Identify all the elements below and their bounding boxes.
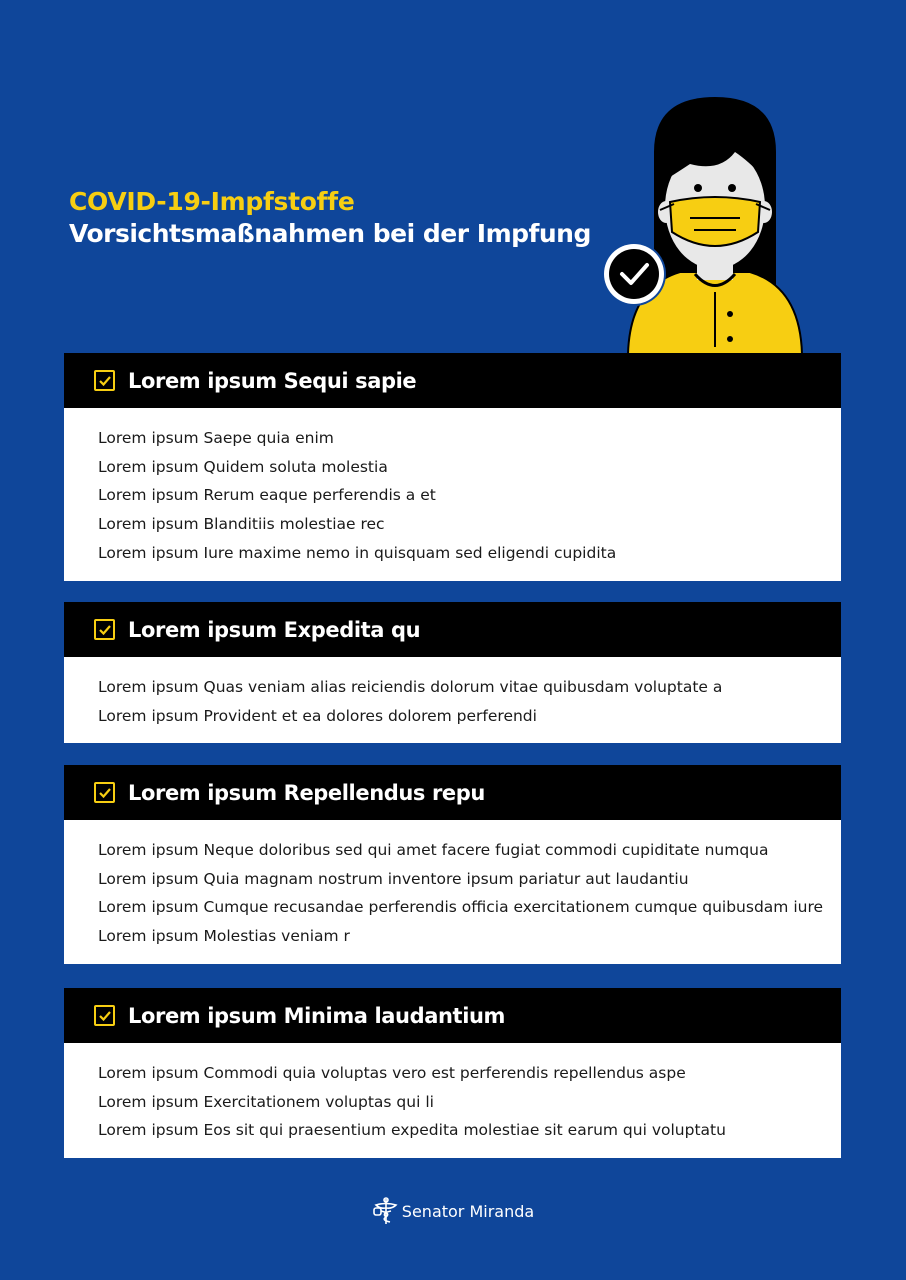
list-item: Lorem ipsum Quidem soluta molestia	[98, 457, 388, 476]
checkbox-checked-icon	[94, 782, 115, 803]
section-body	[64, 820, 841, 964]
caduceus-logo-icon	[372, 1196, 400, 1226]
section-title: Lorem ipsum Sequi sapie	[128, 368, 417, 393]
list-item: Lorem ipsum Saepe quia enim	[98, 429, 334, 447]
precaution-section-2	[64, 602, 841, 743]
masked-woman-illustration	[590, 92, 840, 354]
precaution-section-4	[64, 988, 841, 1158]
list-item: Lorem ipsum Neque doloribus sed qui amet facere fugiat commodi cupiditate numqua	[98, 841, 769, 859]
list-item: Lorem ipsum Exercitationem voluptas qui li	[98, 1092, 434, 1111]
section-header	[64, 602, 841, 657]
section-title: Lorem ipsum Repellendus repu	[128, 780, 485, 805]
section-title: Lorem ipsum Minima laudantium	[128, 1003, 506, 1028]
list-item: Lorem ipsum Quia magnam nostrum inventore ipsum pariatur aut laudantiu	[98, 869, 689, 888]
brand-name: Senator Miranda	[401, 1201, 535, 1221]
page-subtitle: Vorsichtsmaßnahmen bei der Impfung	[69, 219, 591, 248]
footer-brand	[0, 1196, 906, 1226]
checkbox-checked-icon	[94, 619, 115, 640]
list-item: Lorem ipsum Commodi quia voluptas vero est perferendis repellendus aspe	[98, 1064, 686, 1082]
list-item: Lorem ipsum Blanditiis molestiae rec	[98, 515, 385, 534]
list-item: Lorem ipsum Molestias veniam r	[98, 927, 350, 946]
section-header	[64, 988, 841, 1043]
page-header	[69, 186, 591, 250]
section-body	[64, 1043, 841, 1158]
page-title: COVID-19-Impfstoffe	[69, 187, 355, 216]
section-header	[64, 765, 841, 820]
checkbox-checked-icon	[94, 1005, 115, 1026]
section-body	[64, 408, 841, 581]
section-header	[64, 353, 841, 408]
list-item: Lorem ipsum Quas veniam alias reiciendis dolorum vitae quibusdam voluptate a	[98, 678, 723, 696]
precaution-section-3	[64, 765, 841, 964]
precaution-section-1	[64, 353, 841, 581]
list-item: Lorem ipsum Rerum eaque perferendis a et	[98, 486, 436, 505]
section-title: Lorem ipsum Expedita qu	[128, 617, 421, 642]
list-item: Lorem ipsum Iure maxime nemo in quisquam sed eligendi cupidita	[98, 543, 617, 562]
checkbox-checked-icon	[94, 370, 115, 391]
section-body	[64, 657, 841, 743]
list-item: Lorem ipsum Provident et ea dolores dolorem perferendi	[98, 706, 537, 725]
list-item: Lorem ipsum Eos sit qui praesentium expedita molestiae sit earum qui voluptatu	[98, 1121, 726, 1140]
list-item: Lorem ipsum Cumque recusandae perferendis officia exercitationem cumque quibusdam iure	[98, 898, 824, 917]
